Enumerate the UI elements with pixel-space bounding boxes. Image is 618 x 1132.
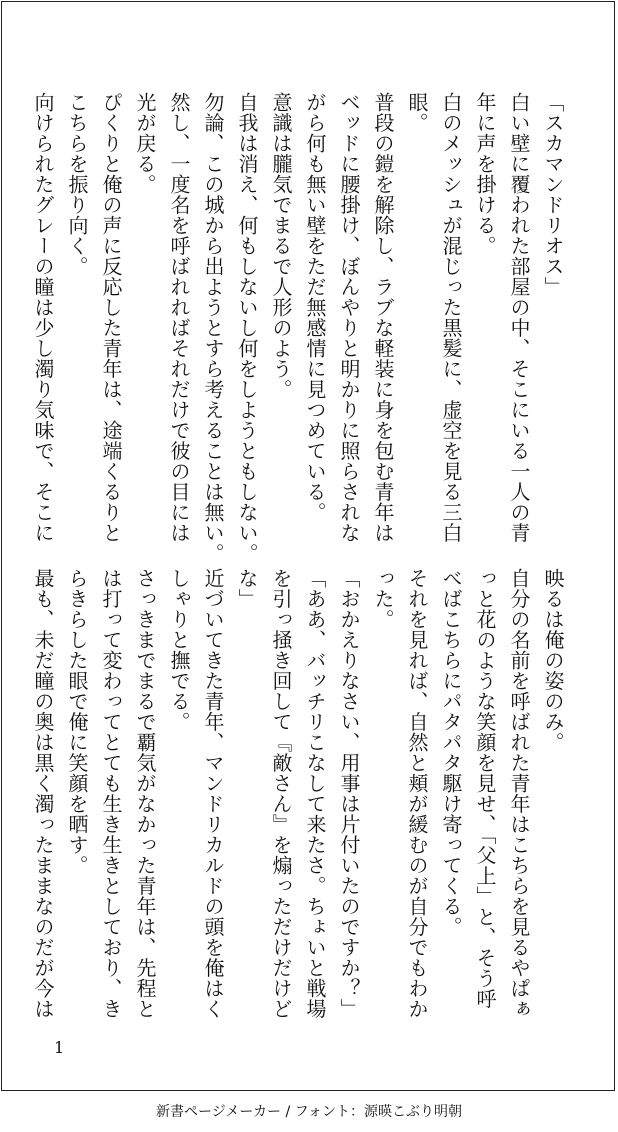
text-line: 映るは俺の姿のみ。 [541, 568, 565, 753]
text-line: 最も、未だ瞳の奥は黒く濁ったままなのだが今は [31, 568, 55, 1019]
text-block-lower [31, 568, 570, 1019]
text-line: 向けられたグレーの瞳は少し濁り気味で、そこに [31, 92, 55, 543]
text-line: こちらを振り向く。 [65, 92, 89, 277]
text-line: ベッドに腰掛け、ぼんやりと明かりに照らされな [337, 92, 361, 543]
footer-credit: 新書ページメーカー / フォント：源暎こぶり明朝 [156, 1104, 462, 1120]
text-line: しゃりと撫でる。 [167, 568, 191, 732]
text-line: 眼。 [405, 92, 429, 133]
text-line: 「おかえりなさい、用事は片付いたのですか？」 [337, 568, 361, 1019]
text-line: 普段の鎧を解除し、ラブな軽装に身を包む青年は [371, 92, 395, 543]
text-line: った。 [371, 568, 395, 630]
page-number: 1 [54, 1038, 65, 1057]
text-line: 「スカマンドリオス」 [541, 92, 565, 297]
text-line: べばこちらにパタパタ駆け寄ってくる。 [439, 568, 463, 937]
text-block-upper [31, 92, 570, 564]
text-line: を引っ掻き回して『敵さん』を煽っただけだけど [269, 568, 293, 1019]
text-line: それを見れば、自然と頬が緩むのが自分でもわか [405, 568, 429, 1019]
text-line: 白い壁に覆われた部屋の中、そこにいる一人の青 [507, 92, 531, 543]
text-line: は打って変わってとても生き生きとしており、き [99, 568, 123, 1019]
text-line: な」 [235, 568, 259, 609]
text-line: 自分の名前を呼ばれた青年はこちらを見るやぱぁ [507, 568, 531, 1019]
text-line: がら何も無い壁をただ無感情に見つめている。 [303, 92, 327, 523]
text-line: ぴくりと俺の声に反応した青年は、途端くるりと [99, 92, 123, 543]
text-line: 近づいてきた青年、マンドリカルドの頭を俺はく [201, 568, 225, 1019]
text-line: 意識は朧気でまるで人形のよう。 [269, 92, 293, 400]
book-page [1, 1, 615, 1091]
text-line: 年に声を掛ける。 [473, 92, 497, 256]
text-line: 勿論、この城から出ようとすら考えることは無い。 [201, 92, 225, 564]
text-line: 「ああ、バッチリこなして来たさ。ちょいと戦場 [303, 568, 327, 1019]
text-line: さっきまでまるで覇気がなかった青年は、先程と [133, 568, 157, 1019]
text-line: 光が戻る。 [133, 92, 157, 195]
text-line: 自我は消え、何もしないし何をしようともしない。 [235, 92, 259, 564]
text-line: らきらした眼で俺に笑顔を晒す。 [65, 568, 89, 876]
text-line: 白のメッシュが混じった黒髪に、虚空を見る三白 [439, 92, 463, 543]
text-line: っと花のような笑顔を見せ、「父上」と、そう呼 [473, 568, 497, 1009]
text-line: 然し、一度名を呼ばれればそれだけで彼の目には [167, 92, 191, 543]
